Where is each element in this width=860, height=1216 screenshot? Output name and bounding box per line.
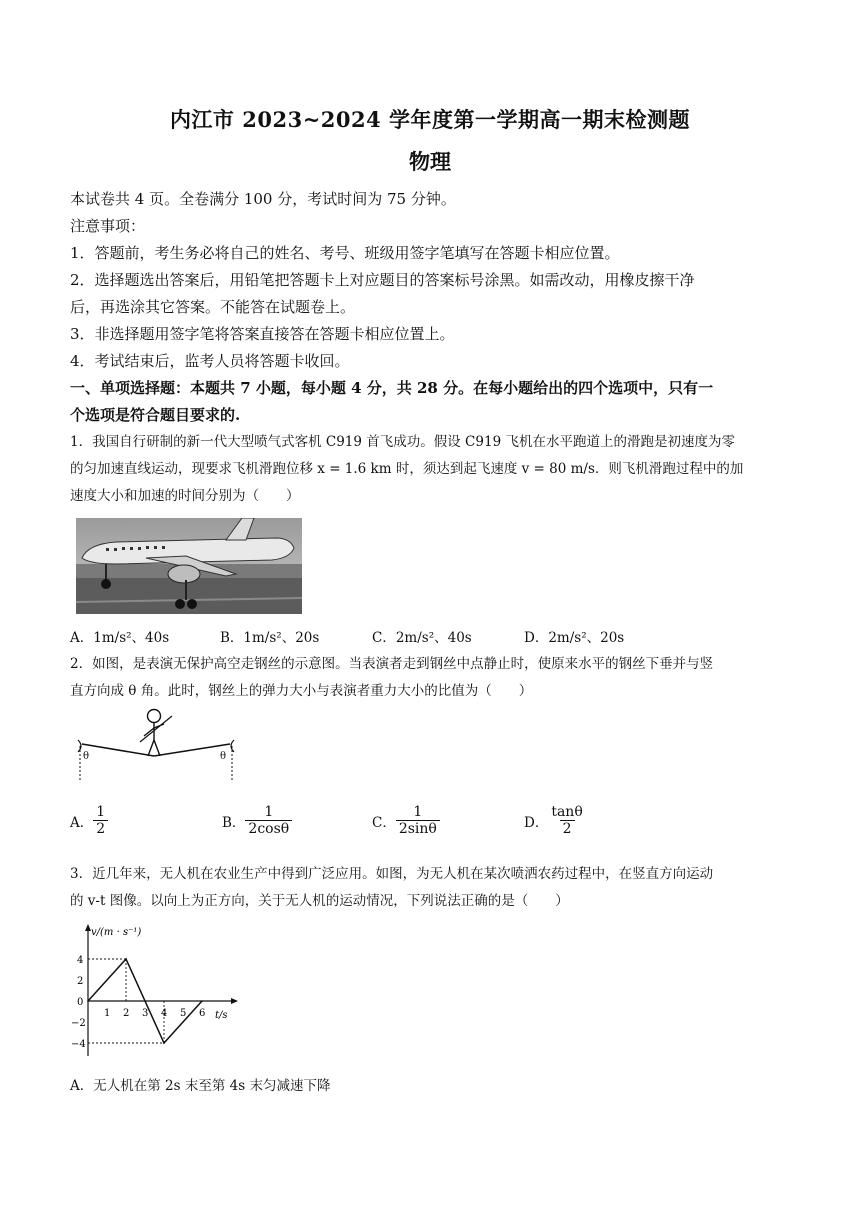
q1-option-c: C．2m/s²、40s: [372, 630, 472, 646]
q2-option-d-fraction: [548, 804, 585, 837]
q2-option-b-den: 2cosθ: [245, 820, 292, 837]
vt-graph: [68, 922, 240, 1062]
tightrope-figure: [76, 706, 236, 782]
q2-option-a: [70, 804, 108, 837]
q2-option-a-den: 2: [93, 820, 108, 837]
q2-option-b-letter: B．: [222, 814, 246, 831]
q2-option-d-den: 2: [560, 820, 575, 837]
x-tick-label: 3: [142, 1008, 149, 1019]
q1-line2: 的匀加速直线运动，现要求飞机滑跑位移 x = 1.6 km 时，须达到起飞速度 v = 80 m/s．则飞机滑跑过程中的加: [70, 461, 744, 477]
x-tick-label: 1: [104, 1008, 111, 1019]
velocity-point: [163, 1042, 165, 1044]
y-axis-label: v/(m · s⁻¹): [91, 927, 142, 938]
q1-option-d: D．2m/s²、20s: [524, 630, 625, 646]
q2-option-b-num: 1: [264, 804, 274, 820]
y-tick-label: −2: [71, 1018, 86, 1029]
q3-line2: 的 v-t 图像。以向上为正方向，关于无人机的运动情况，下列说法正确的是（ ）: [70, 893, 569, 909]
q2-line1: 2．如图，是表演无保护高空走钢丝的示意图。当表演者走到钢丝中点静止时，使原来水平的钢丝下垂并与竖: [70, 656, 714, 672]
rule-2a: 2．选择题选出答案后，用铅笔把答题卡上对应题目的答案标号涂黑。如需改动，用橡皮擦干净: [70, 271, 695, 289]
rule-3: 3．非选择题用签字笔将答案直接答在答题卡相应位置上。: [70, 325, 455, 343]
q2-option-a-num: 1: [96, 804, 106, 820]
angle-label-right: θ: [220, 751, 227, 762]
exam-title: 内江市 2023~2024 学年度第一学期高一期末检测题: [169, 107, 691, 132]
velocity-point: [125, 958, 127, 960]
velocity-point: [201, 1000, 203, 1002]
q2-option-c: [372, 804, 440, 837]
y-tick-label: 2: [77, 976, 84, 987]
q2-option-a-letter: A．: [70, 814, 94, 831]
q1-line3: 速度大小和加速的时间分别为（ ）: [70, 488, 300, 504]
rule-2b: 后，再选涂其它答案。不能答在试题卷上。: [70, 298, 356, 316]
airplane-photo: [76, 518, 302, 614]
subject-title: 物理: [409, 149, 451, 174]
rule-4: 4．考试结束后，监考人员将答题卡收回。: [70, 352, 350, 370]
rule-1: 1．答题前，考生务必将自己的姓名、考号、班级用签字笔填写在答题卡相应位置。: [70, 244, 620, 262]
q1-option-b: B．1m/s²、20s: [220, 630, 320, 646]
q1-option-a: A．1m/s²、40s: [70, 630, 170, 646]
velocity-point: [87, 1000, 89, 1002]
notice-label: 注意事项：: [70, 217, 146, 235]
q2-line2: 直方向成 θ 角。此时，钢丝上的弹力大小与表演者重力大小的比值为（ ）: [70, 683, 533, 699]
q2-option-c-letter: C．: [372, 814, 396, 831]
q2-option-d: [524, 804, 586, 837]
x-tick-label: 5: [180, 1008, 187, 1019]
x-tick-label: 6: [199, 1008, 206, 1019]
q2-option-d-letter: D．: [524, 814, 549, 831]
q2-option-c-den: 2sinθ: [396, 820, 440, 837]
q1-line1: 1．我国自行研制的新一代大型喷气式客机 C919 首飞成功。假设 C919 飞机在水平跑道上的滑跑是初速度为零: [70, 434, 735, 450]
q3-option-a: A．无人机在第 2s 末至第 4s 末匀减速下降: [70, 1078, 331, 1094]
y-tick-label: 0: [77, 997, 84, 1008]
x-axis-label: t/s: [215, 1010, 228, 1021]
q2-option-c-fraction: [396, 804, 440, 837]
x-tick-label: 2: [123, 1008, 130, 1019]
q3-line1: 3．近几年来，无人机在农业生产中得到广泛应用。如图，为无人机在某次喷洒农药过程中，在竖直方向运动: [70, 866, 714, 882]
q2-option-b: [222, 804, 292, 837]
x-axis-arrow: [231, 998, 238, 1004]
x-tick-label: 4: [161, 1008, 168, 1019]
q2-option-c-num: 1: [413, 804, 423, 820]
vt-graph-svg: [68, 922, 240, 1062]
q2-option-b-fraction: [245, 804, 292, 837]
q2-option-d-num: tanθ: [551, 804, 583, 820]
section-heading-line1: 一、单项选择题：本题共 7 小题，每小题 4 分，共 28 分。在每小题给出的四个选项中，只有一: [70, 379, 714, 397]
angle-label-left: θ: [83, 751, 90, 762]
y-tick-label: −4: [71, 1039, 86, 1050]
intro-line: 本试卷共 4 页。全卷满分 100 分，考试时间为 75 分钟。: [70, 190, 456, 208]
y-tick-label: 4: [77, 955, 84, 966]
section-heading-line2: 个选项是符合题目要求的.: [70, 406, 241, 424]
q2-option-a-fraction: [93, 804, 108, 837]
